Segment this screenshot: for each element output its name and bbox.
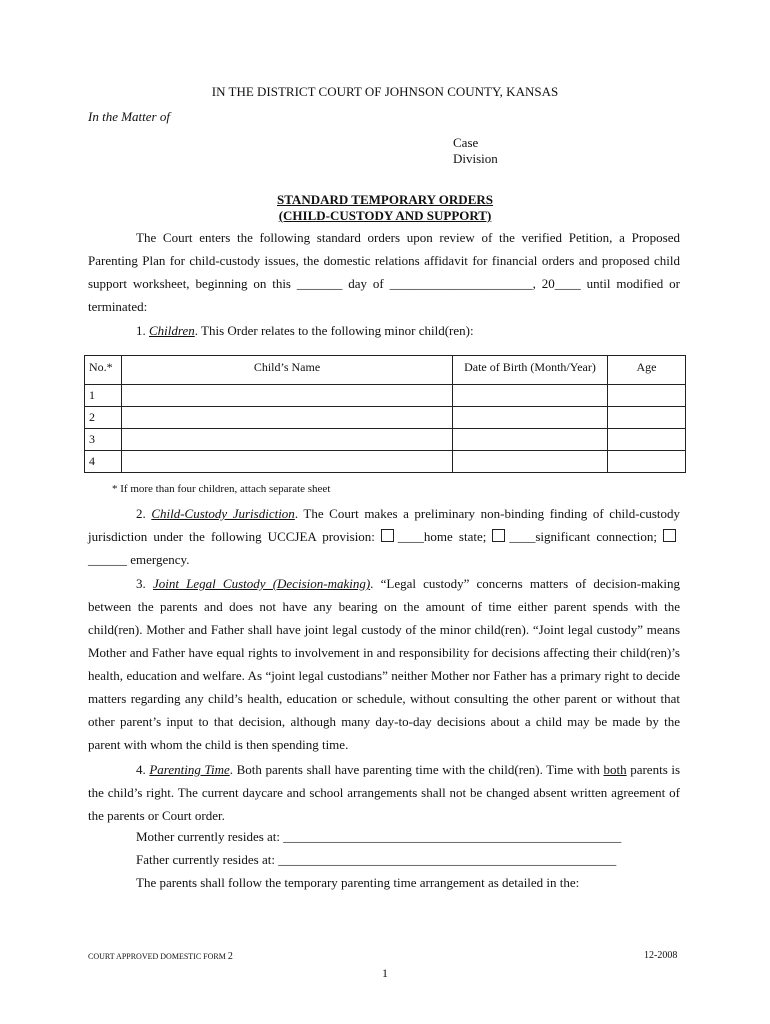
section-2 [88, 502, 680, 571]
section-4-emphasis: both [603, 762, 627, 777]
document-title: STANDARD TEMPORARY ORDERS [277, 192, 493, 207]
section-4-text-after: parents is the child’s right. The current daycare and school arrangements shall not be changed absent written agreement of the parents or Court order. [88, 762, 681, 823]
emergency-checkbox[interactable] [663, 529, 676, 542]
section-1-number: 1. [136, 323, 146, 338]
significant-connection-option: ____significant connection; [509, 529, 657, 544]
section-3-heading: Joint Legal Custody (Decision-making) [152, 576, 371, 591]
child-name-cell[interactable] [122, 385, 453, 407]
section-2-number: 2. [136, 506, 146, 521]
section-4-text-before: . Both parents shall have parenting time with the child(ren). Time with [229, 762, 604, 777]
age-cell[interactable] [608, 429, 686, 451]
section-2-text: . The Court makes a preliminary non-binding finding of child-custody jurisdiction under the following UCCJEA provision: [88, 506, 680, 544]
section-4-number: 4. [136, 762, 146, 777]
section-1-text: . This Order relates to the following minor child(ren): [194, 323, 474, 338]
table-row [85, 407, 686, 429]
section-2-heading: Child-Custody Jurisdiction [151, 506, 295, 521]
form-number: 2 [227, 951, 233, 962]
home-state-checkbox[interactable] [381, 529, 394, 542]
row-number: 2 [85, 407, 122, 429]
dob-cell[interactable] [453, 429, 608, 451]
table-row [85, 429, 686, 451]
age-cell[interactable] [608, 451, 686, 473]
case-label: Case [453, 135, 479, 150]
section-3-text: . “Legal custody” concerns matters of decision-making between the parents and does not have any bearing on the amount of time either parent spends with the child(ren). Mother and Father shall have joint legal custody of the minor child(ren). “Joint legal custody” means Mother and Father have equal rights to involvement in and responsibility for decisions affecting their child(ren)’s health, education and welfare. As “joint legal custodians” neither Mother nor Father has a primary right to decide matters regarding any child’s health, education or schedule, without consulting the other parent or without that other parent’s input to that decision, although many day-to-day decisions about a child may be made by the parent with whom the child is then spending time. [88, 576, 681, 752]
row-number: 1 [85, 385, 122, 407]
row-number: 4 [85, 451, 122, 473]
child-name-cell[interactable] [122, 429, 453, 451]
mother-residence-line[interactable]: Mother currently resides at: ____________________________________________________ [136, 829, 622, 844]
col-age: Age [608, 356, 686, 385]
children-table [84, 355, 686, 473]
footer-form-label [88, 951, 233, 962]
table-footnote: * If more than four children, attach separate sheet [112, 483, 331, 495]
age-cell[interactable] [608, 385, 686, 407]
in-the-matter-of: In the Matter of [88, 109, 170, 124]
section-3-number: 3. [136, 576, 146, 591]
col-date-of-birth: Date of Birth (Month/Year) [453, 356, 608, 385]
father-residence-line[interactable]: Father currently resides at: ____________________________________________________ [136, 852, 617, 867]
dob-cell[interactable] [453, 451, 608, 473]
parenting-time-arrangement-text: The parents shall follow the temporary parenting time arrangement as detailed in the: [136, 875, 580, 890]
home-state-option: ____home state; [397, 529, 487, 544]
table-row [85, 385, 686, 407]
document-subtitle: (CHILD-CUSTODY AND SUPPORT) [278, 208, 492, 223]
form-label-text: COURT APPROVED DOMESTIC FORM [88, 952, 226, 961]
section-4-heading: Parenting Time [149, 762, 230, 777]
emergency-option: ______ emergency. [88, 552, 190, 567]
child-name-cell[interactable] [122, 451, 453, 473]
age-cell[interactable] [608, 407, 686, 429]
dob-cell[interactable] [453, 385, 608, 407]
section-1-heading: Children [149, 323, 195, 338]
table-header-row [85, 356, 686, 385]
section-3 [88, 572, 680, 756]
footer-date: 12-2008 [644, 950, 678, 961]
col-no: No.* [85, 356, 122, 385]
col-child-name: Child’s Name [122, 356, 453, 385]
section-1 [88, 319, 680, 342]
table-row [85, 451, 686, 473]
significant-connection-checkbox[interactable] [492, 529, 505, 542]
row-number: 3 [85, 429, 122, 451]
court-heading: IN THE DISTRICT COURT OF JOHNSON COUNTY, KANSAS [211, 84, 559, 99]
child-name-cell[interactable] [122, 407, 453, 429]
dob-cell[interactable] [453, 407, 608, 429]
intro-paragraph: The Court enters the following standard orders upon review of the verified Petition, a Proposed Parenting Plan for child-custody issues, the domestic relations affidavit for financial orders and proposed child support worksheet, beginning on this _______ day of ______________________, 20____ until modified or terminated: [88, 230, 680, 314]
page-number: 1 [382, 966, 388, 980]
section-4 [88, 758, 680, 827]
division-label: Division [453, 151, 498, 166]
